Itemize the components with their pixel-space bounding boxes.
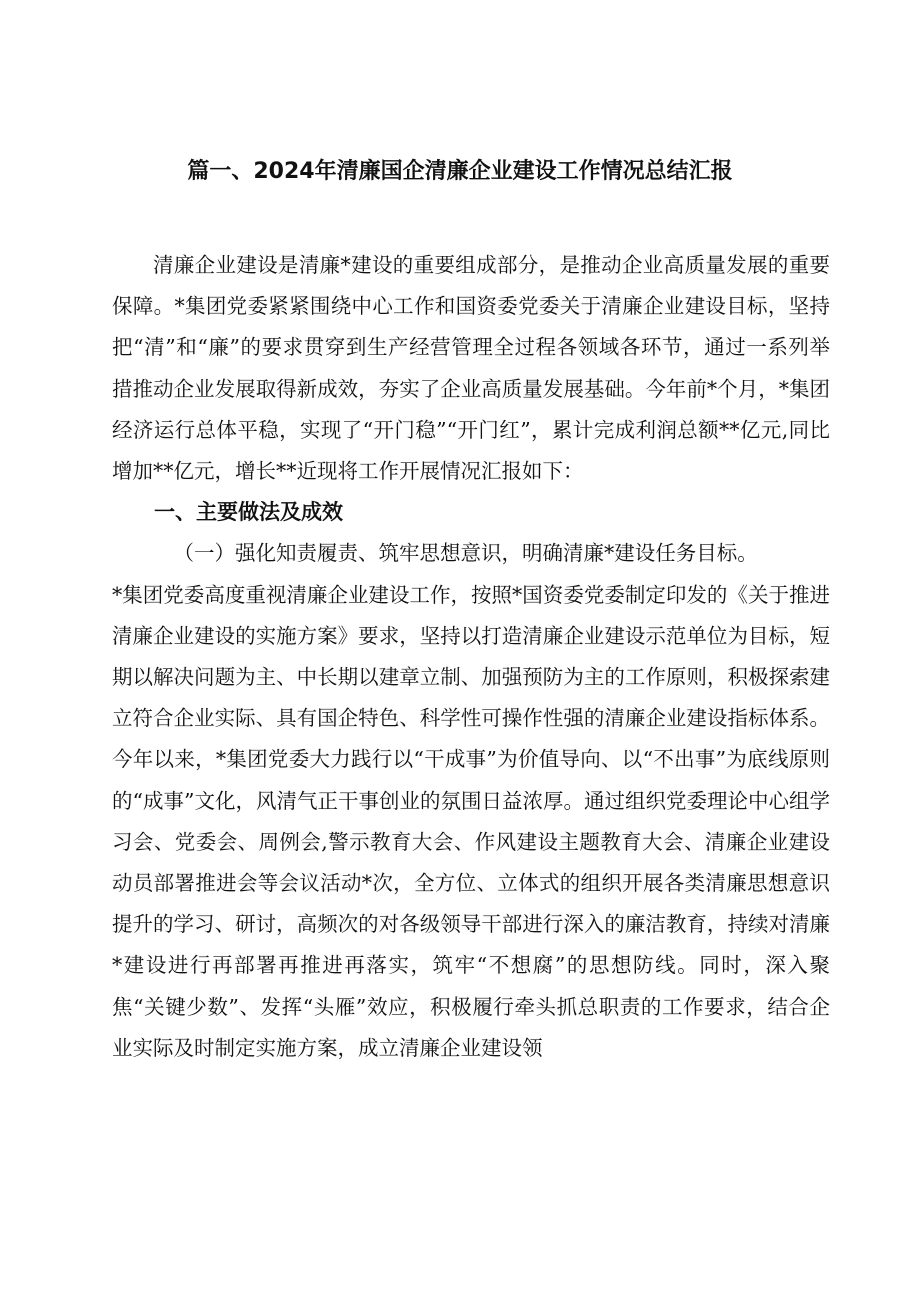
subsection-paragraph: *集团党委高度重视清廉企业建设工作，按照*国资委党委制定印发的《关于推进清廉企业建设的实施方案》要求，坚持以打造清廉企业建设示范单位为目标，短期以解决问题为主、中长期以建章立制、加强预防为主的工作原则，积极探索建立符合企业实际、具有国企特色、科学性可操作性强的清廉企业建设指标体系。今年以来，*集团党委大力践行以“干成事”为价值导向、以“不出事”为底线原则的“成事”文化，风清气正干事创业的氛围日益浓厚。通过组织党委理论中心组学习会、党委会、周例会,警示教育大会、作风建设主题教育大会、清廉企业建设动员部署推进会等会议活动*次，全方位、立体式的组织开展各类清廉思想意识提升的学习、研讨，高频次的对各级领导干部进行深入的廉洁教育，持续对清廉*建设进行再部署再推进再落实，筑牢“不想腐”的思想防线。同时，深入聚焦“关键少数”、发挥“头雁”效应，积极履行牵头抓总职责的工作要求，结合企业实际及时制定实施方案，成立清廉企业建设领 [112,582,830,1060]
subsection-heading: （一）强化知责履责、筑牢思想意识，明确清廉*建设任务目标。 [173,541,758,566]
intro-paragraph: 清廉企业建设是清廉*建设的重要组成部分，是推动企业高质量发展的重要保障。*集团党委紧紧围绕中心工作和国资委党委关于清廉企业建设目标，坚持把“清”和“廉”的要求贯穿到生产经营管理全过程各领域各环节，通过一系列举措推动企业发展取得新成效，夯实了企业高质量发展基础。今年前*个月，*集团经济运行总体平稳，实现了“开门稳”“开门红”，累计完成利润总额**亿元,同比增加**亿元，增长**近现将工作开展情况汇报如下： [112,253,830,484]
document-body [112,245,830,1069]
document-title: 篇一、2024年清廉国企清廉企业建设工作情况总结汇报 [187,159,733,184]
section-heading: 一、主要做法及成效 [154,500,343,525]
